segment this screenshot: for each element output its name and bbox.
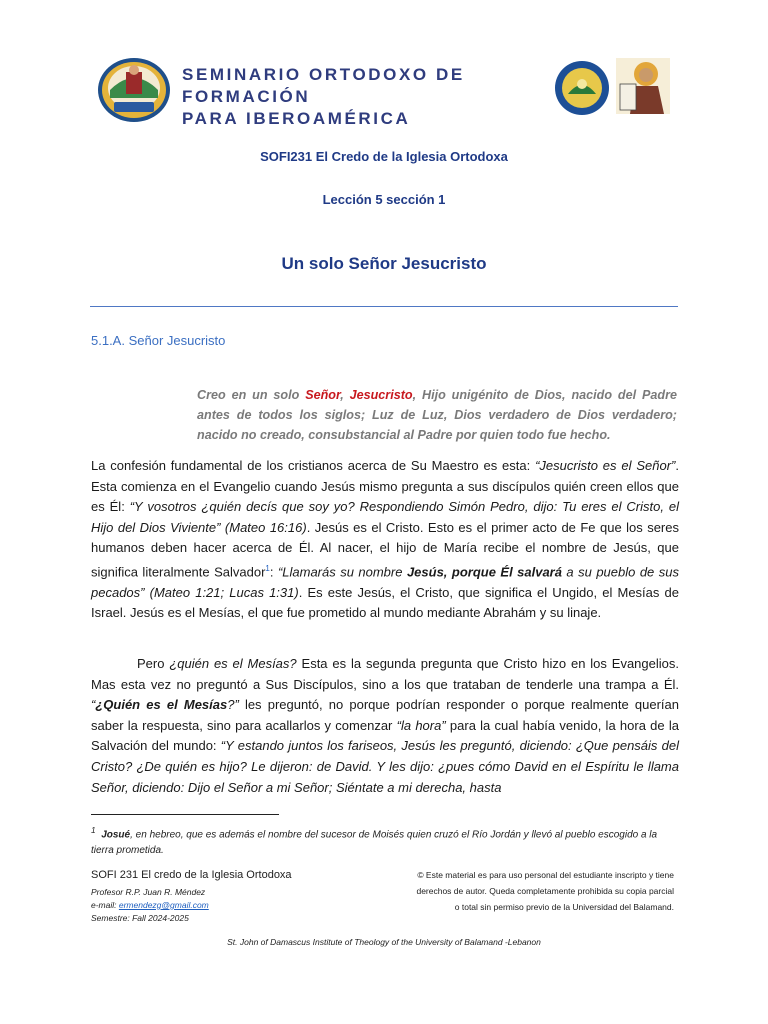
footnote-term: Josué <box>101 829 131 841</box>
copyright-line: derechos de autor. Queda completamente prohibida su copia parcial <box>416 886 674 896</box>
saint-icon-image <box>616 58 670 114</box>
p2-question-bold: ¿Quién es el Mesías <box>95 697 228 713</box>
creed-text: , Hijo unigénito de Dios, nacido del Padre antes de todos los siglos; Luz de Luz, Dios verdadero de Dios verdadero; nacido no creado, consubstancial al Padre por quien todo fue hecho. <box>197 388 677 442</box>
paragraph-2 <box>91 654 679 798</box>
footer-email-line <box>91 899 209 911</box>
course-title: SOFI231 El Credo de la Iglesia Ortodoxa <box>260 149 508 164</box>
p2-text: les preguntó, no porque podrían responder o porque realmente querían saber la respuesta, sino para acallarlos y comenzar <box>91 697 679 733</box>
p1-quote: “Jesucristo es el Señor” <box>535 458 676 473</box>
section-heading: 5.1.A. Señor Jesucristo <box>91 333 226 348</box>
lesson-number: Lección 5 sección 1 <box>322 192 446 207</box>
p2-question: ¿quién es el Mesías? <box>169 656 297 671</box>
creed-quote <box>197 385 677 445</box>
p1-text: . Es este Jesús, el Cristo, que significa el Ungido, el Mesías de Israel. Jesús es el Mesías, el que fue prometido al mundo mediante Abrahám y su linaje. <box>91 584 679 621</box>
creed-text: Creo en un solo <box>197 388 306 402</box>
p1-quote-bold: Jesús, porque Él salvará <box>406 564 562 580</box>
footer-professor: Profesor R.P. Juan R. Méndez <box>91 887 206 897</box>
footnote-divider <box>91 814 279 815</box>
seminary-title <box>182 64 542 130</box>
p2-text: Esta es la segunda pregunta que Cristo hizo en los Evangelios. Mas esta vez no preguntó a Sus Discípulos, sino a los que trataban de tenderle una trampa a Él. <box>91 656 679 692</box>
footnote-text: , en hebreo, que es además el nombre del sucesor de Moisés quien cruzó el Río Jordán y llevó al pueblo escogido a la tierra prometida. <box>91 829 658 857</box>
lesson-title: Un solo Señor Jesucristo <box>281 254 487 273</box>
institute-footer: St. John of Damascus Institute of Theology of the University of Balamand -Lebanon <box>227 937 541 947</box>
balamand-university-logo <box>554 60 610 116</box>
p2-quote: “ <box>91 697 96 713</box>
footer-course: SOFI 231 El credo de la Iglesia Ortodoxa <box>91 869 292 881</box>
p2-quote: “la hora” <box>396 717 446 733</box>
p2-text: Pero <box>137 656 170 671</box>
p1-quote: “Y vosotros ¿quién decís que soy yo? Respondiendo Simón Pedro, dijo: Tu eres el Cristo, el Hijo del Dios Viviente <box>91 499 679 535</box>
seminary-title-line2: PARA IBEROAMÉRICA <box>182 109 411 128</box>
copyright-line: © Este material es para uso personal del estudiante inscripto y tiene <box>417 870 674 880</box>
p1-text: La confesión fundamental de los cristianos acerca de Su Maestro es esta: <box>91 458 536 473</box>
sofia-logo <box>96 56 172 124</box>
title-divider <box>90 306 678 307</box>
creed-highlight-jesucristo: Jesucristo <box>349 388 413 402</box>
p1-quote: “Llamarás su nombre <box>277 564 407 580</box>
seminary-title-line1: SEMINARIO ORTODOXO DE FORMACIÓN <box>182 65 465 106</box>
p1-text: : <box>269 564 278 580</box>
creed-highlight-senor: Señor <box>305 388 341 402</box>
footnote-ref[interactable]: 1 <box>265 563 270 573</box>
footnote-number: 1 <box>91 825 96 835</box>
p1-citation: ” (Mateo 16:16) <box>216 519 307 535</box>
p2-scripture: “Y estando juntos los fariseos, Jesús les preguntó, diciendo: ¿Que pensáis del Cristo? ¿De quién es hijo? Le dijeron: de David. Y les dijo: ¿pues cómo David en el Espíritu le llama Señor, diciendo: Dijo el Señor a mi Señor; Siéntate a mi derecha, hasta <box>91 738 679 795</box>
p2-quote: ?” <box>227 697 239 713</box>
paragraph-1 <box>91 456 679 624</box>
footer-email-link[interactable]: ermendezg@gmail.com <box>118 900 209 910</box>
p1-quote: a su pueblo de sus pecados” (Mateo 1:21; Lucas 1:31) <box>91 564 679 600</box>
footer-semester: Semestre: Fall 2024-2025 <box>91 913 189 923</box>
p1-text: . Esta comienza en el Evangelio cuando Jesús mismo pregunta a sus discípulos quién creen ellos que es Él: <box>91 458 679 515</box>
footnote <box>91 822 679 859</box>
p1-text: . Jesús es el Cristo. Esto es el primer acto de Fe que los seres humanos deben hacer acerca de Él. Al nacer, el hijo de María recibe el nombre de Jesús, que significa literalmente Salvador <box>91 519 679 580</box>
creed-text: , <box>340 388 350 402</box>
copyright-line: o total sin permiso previo de la Universidad del Balamand. <box>454 902 674 912</box>
copyright-notice <box>384 867 674 915</box>
footer-email-label: e-mail: <box>91 900 119 910</box>
p2-text: para la cual había venido, la hora de la Salvación del mundo: <box>91 717 679 754</box>
